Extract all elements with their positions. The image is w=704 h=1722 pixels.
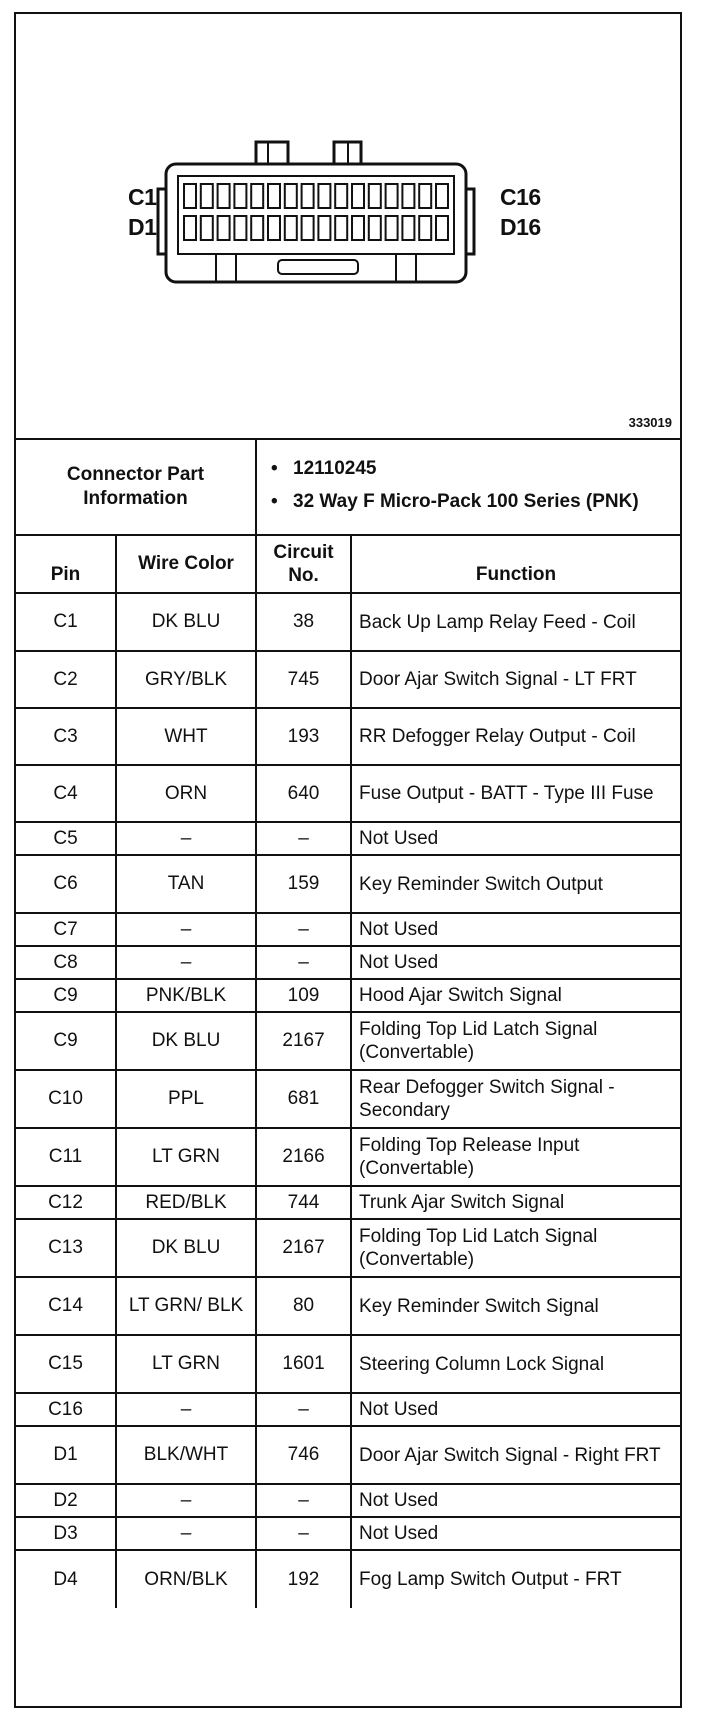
function-cell: Door Ajar Switch Signal - LT FRT	[351, 651, 680, 708]
circuit-cell: 80	[256, 1277, 351, 1335]
label-c16: C16	[500, 184, 541, 210]
circuit-cell: 2167	[256, 1012, 351, 1070]
pin-cavity	[201, 216, 213, 240]
circuit-cell: 159	[256, 855, 351, 913]
function-cell: Folding Top Lid Latch Signal (Convertable)	[351, 1219, 680, 1277]
pin-cavity	[218, 184, 230, 208]
pin-cell: C5	[16, 822, 116, 855]
table-row	[16, 855, 680, 913]
circuit-cell: 109	[256, 979, 351, 1012]
pin-cavity	[335, 184, 347, 208]
pin-cell: C9	[16, 979, 116, 1012]
label-c1: C1	[128, 184, 157, 210]
pin-cell: D3	[16, 1517, 116, 1550]
pin-cavity	[251, 184, 263, 208]
wire-color-cell: DK BLU	[116, 1219, 256, 1277]
wire-color-cell: WHT	[116, 708, 256, 765]
pin-cavity	[285, 216, 297, 240]
pin-cavity	[268, 216, 280, 240]
circuit-cell: 192	[256, 1550, 351, 1608]
wire-color-cell: ORN	[116, 765, 256, 822]
pin-cavity	[285, 184, 297, 208]
pin-cell: C10	[16, 1070, 116, 1128]
circuit-cell: –	[256, 946, 351, 979]
pin-cell: D2	[16, 1484, 116, 1517]
wire-color-cell: DK BLU	[116, 1012, 256, 1070]
wire-color-cell: –	[116, 1517, 256, 1550]
circuit-cell: 2167	[256, 1219, 351, 1277]
circuit-cell: 640	[256, 765, 351, 822]
table-row	[16, 946, 680, 979]
circuit-cell: –	[256, 913, 351, 946]
pin-cell: C12	[16, 1186, 116, 1219]
function-cell: Rear Defogger Switch Signal - Secondary	[351, 1070, 680, 1128]
table-row	[16, 1219, 680, 1277]
table-row	[16, 1277, 680, 1335]
pin-cavity	[436, 216, 448, 240]
pin-cell: C13	[16, 1219, 116, 1277]
function-cell: Not Used	[351, 1517, 680, 1550]
pin-cavity	[419, 184, 431, 208]
table-row	[16, 1426, 680, 1484]
pin-cavity	[268, 184, 280, 208]
header-circuit: Circuit No.	[256, 535, 351, 593]
pin-cavity	[386, 184, 398, 208]
pin-cell: C3	[16, 708, 116, 765]
pin-cell: C1	[16, 593, 116, 651]
circuit-cell: –	[256, 1393, 351, 1426]
wire-color-cell: PPL	[116, 1070, 256, 1128]
table-row	[16, 1070, 680, 1128]
pin-cell: C14	[16, 1277, 116, 1335]
header-row	[16, 535, 680, 593]
pin-cell: C7	[16, 913, 116, 946]
latch-detail	[268, 142, 348, 164]
pin-cavity	[352, 216, 364, 240]
function-cell: Trunk Ajar Switch Signal	[351, 1186, 680, 1219]
wire-color-cell: DK BLU	[116, 593, 256, 651]
function-cell: Door Ajar Switch Signal - Right FRT	[351, 1426, 680, 1484]
pin-cavity	[369, 216, 381, 240]
function-cell: Not Used	[351, 913, 680, 946]
header-wire-color: Wire Color	[116, 535, 256, 593]
polarization-slot	[278, 260, 358, 274]
connector-sheet	[14, 12, 682, 1708]
function-cell: Back Up Lamp Relay Feed - Coil	[351, 593, 680, 651]
latch-left	[256, 142, 288, 164]
pin-cavity	[218, 216, 230, 240]
function-cell: Hood Ajar Switch Signal	[351, 979, 680, 1012]
table-row	[16, 765, 680, 822]
connector-info-title: Connector Part Information	[16, 439, 256, 535]
connector-outline-drawing	[16, 14, 680, 438]
wire-color-cell: LT GRN/ BLK	[116, 1277, 256, 1335]
connector-diagram	[16, 14, 680, 440]
connector-info-row	[16, 439, 680, 535]
circuit-cell: 745	[256, 651, 351, 708]
circuit-cell: –	[256, 822, 351, 855]
function-cell: Folding Top Release Input (Convertable)	[351, 1128, 680, 1186]
pin-cavity	[302, 184, 314, 208]
pin-cavity	[386, 216, 398, 240]
wire-color-cell: –	[116, 1393, 256, 1426]
connector-info-details	[256, 439, 680, 535]
function-cell: Not Used	[351, 946, 680, 979]
wire-color-cell: –	[116, 946, 256, 979]
wire-color-cell: LT GRN	[116, 1335, 256, 1393]
pin-cavity	[234, 216, 246, 240]
function-cell: Not Used	[351, 1393, 680, 1426]
circuit-cell: 681	[256, 1070, 351, 1128]
pin-cell: C11	[16, 1128, 116, 1186]
pin-cavity	[402, 184, 414, 208]
function-cell: Folding Top Lid Latch Signal (Convertable)	[351, 1012, 680, 1070]
table-row	[16, 1393, 680, 1426]
function-cell: Steering Column Lock Signal	[351, 1335, 680, 1393]
wire-color-cell: ORN/BLK	[116, 1550, 256, 1608]
circuit-cell: –	[256, 1517, 351, 1550]
pin-cell: C2	[16, 651, 116, 708]
function-cell: Fuse Output - BATT - Type III Fuse	[351, 765, 680, 822]
label-d1: D1	[128, 214, 157, 240]
table-row	[16, 913, 680, 946]
pinout-table	[16, 438, 680, 1608]
wire-color-cell: TAN	[116, 855, 256, 913]
table-row	[16, 979, 680, 1012]
pin-cavity	[352, 184, 364, 208]
wire-color-cell: PNK/BLK	[116, 979, 256, 1012]
wire-color-cell: –	[116, 1484, 256, 1517]
table-row	[16, 651, 680, 708]
pin-cell: D1	[16, 1426, 116, 1484]
table-row	[16, 1550, 680, 1608]
circuit-cell: 193	[256, 708, 351, 765]
function-cell: Fog Lamp Switch Output - FRT	[351, 1550, 680, 1608]
table-row	[16, 1484, 680, 1517]
pin-cell: C16	[16, 1393, 116, 1426]
pin-cavity	[184, 184, 196, 208]
circuit-cell: 744	[256, 1186, 351, 1219]
pin-cell: C4	[16, 765, 116, 822]
table-row	[16, 1012, 680, 1070]
pin-cavity	[318, 184, 330, 208]
housing-outline	[166, 164, 466, 282]
pin-cavity	[402, 216, 414, 240]
table-row	[16, 1517, 680, 1550]
part-number: • 12110245	[293, 457, 674, 481]
wire-color-cell: BLK/WHT	[116, 1426, 256, 1484]
function-cell: Key Reminder Switch Output	[351, 855, 680, 913]
circuit-cell: 38	[256, 593, 351, 651]
function-cell: RR Defogger Relay Output - Coil	[351, 708, 680, 765]
pin-cavity	[369, 184, 381, 208]
pin-cell: C9	[16, 1012, 116, 1070]
pin-cavity	[234, 184, 246, 208]
pin-cell: D4	[16, 1550, 116, 1608]
table-row	[16, 1335, 680, 1393]
pin-cavity	[302, 216, 314, 240]
table-row	[16, 593, 680, 651]
pin-cell: C8	[16, 946, 116, 979]
circuit-cell: –	[256, 1484, 351, 1517]
circuit-cell: 2166	[256, 1128, 351, 1186]
table-row	[16, 1186, 680, 1219]
figure-id: 333019	[628, 415, 672, 430]
pin-cavity	[201, 184, 213, 208]
connector-description: • 32 Way F Micro-Pack 100 Series (PNK)	[293, 490, 674, 514]
wire-color-cell: –	[116, 913, 256, 946]
wire-color-cell: RED/BLK	[116, 1186, 256, 1219]
function-cell: Key Reminder Switch Signal	[351, 1277, 680, 1335]
function-cell: Not Used	[351, 1484, 680, 1517]
wire-color-cell: –	[116, 822, 256, 855]
wire-color-cell: LT GRN	[116, 1128, 256, 1186]
pin-cavity	[318, 216, 330, 240]
table-row	[16, 708, 680, 765]
pin-cavity	[419, 216, 431, 240]
function-cell: Not Used	[351, 822, 680, 855]
table-row	[16, 1128, 680, 1186]
label-d16: D16	[500, 214, 541, 240]
pin-cavity	[436, 184, 448, 208]
pin-cavity	[335, 216, 347, 240]
wire-color-cell: GRY/BLK	[116, 651, 256, 708]
table-row	[16, 822, 680, 855]
pin-cell: C15	[16, 1335, 116, 1393]
header-pin: Pin	[16, 535, 116, 593]
pin-cavity	[184, 216, 196, 240]
circuit-cell: 746	[256, 1426, 351, 1484]
header-function: Function	[351, 535, 680, 593]
bottom-ribs	[216, 254, 416, 282]
pin-cavity	[251, 216, 263, 240]
circuit-cell: 1601	[256, 1335, 351, 1393]
pin-cell: C6	[16, 855, 116, 913]
